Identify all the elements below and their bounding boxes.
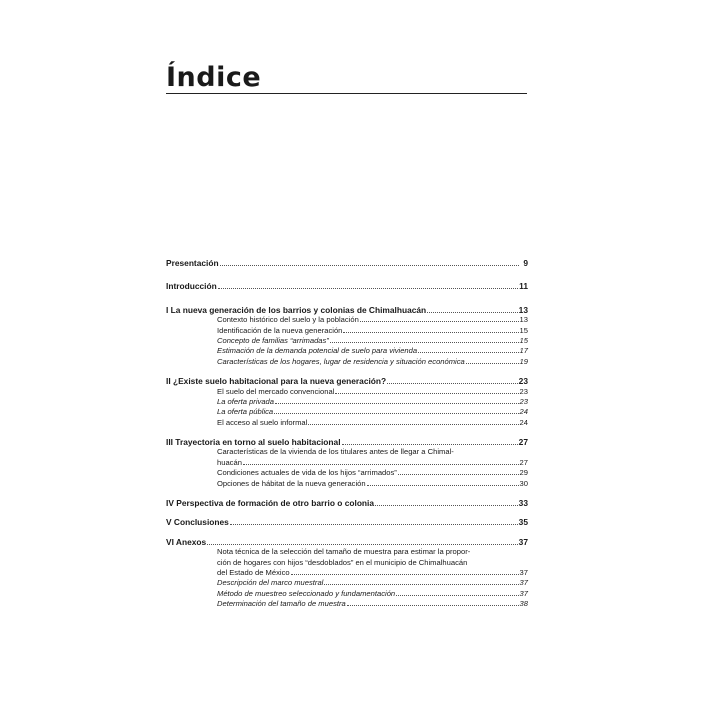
toc-subentry bbox=[166, 346, 528, 356]
toc-page-number: 29 bbox=[519, 468, 528, 478]
toc-entry-text: Estimación de la demanda potencial de suelo para vivienda bbox=[217, 346, 418, 356]
toc-page-number: 35 bbox=[518, 517, 528, 528]
toc-entry-text: huacán bbox=[217, 457, 242, 467]
toc-page-number: 17 bbox=[519, 346, 528, 356]
dot-leader bbox=[398, 468, 519, 475]
toc-subentry bbox=[166, 599, 528, 609]
toc-subentry bbox=[166, 568, 528, 578]
toc-subentry bbox=[166, 397, 528, 407]
toc-entry-text: II ¿Existe suelo habitacional para la nueva generación? bbox=[166, 376, 387, 387]
toc-entry-chapter-4 bbox=[166, 498, 528, 508]
toc-entry-chapter-2 bbox=[166, 376, 528, 386]
toc-subentry bbox=[166, 479, 528, 489]
dot-leader bbox=[308, 418, 518, 425]
toc-page-number: 13 bbox=[518, 304, 528, 315]
title-underline bbox=[166, 93, 527, 94]
toc-page-number: 27 bbox=[519, 457, 528, 467]
toc-entry-text: Identificación de la nueva generación bbox=[217, 325, 343, 335]
toc-subentry bbox=[166, 468, 528, 478]
toc-subentry bbox=[166, 387, 528, 397]
dot-leader bbox=[418, 346, 518, 353]
toc-entry-introduccion bbox=[166, 281, 528, 291]
toc-entry-text: IV Perspectiva de formación de otro barrio o colonia bbox=[166, 498, 375, 509]
dot-leader bbox=[324, 578, 518, 585]
dot-leader bbox=[291, 568, 519, 575]
toc-subentry-line bbox=[166, 558, 528, 568]
toc-entry-presentacion bbox=[166, 258, 528, 268]
toc-entry-text: Presentación bbox=[166, 258, 219, 268]
toc-entry-chapter-3 bbox=[166, 437, 528, 447]
toc-entry-text: VI Anexos bbox=[166, 536, 207, 547]
toc-entry-text: Características de los hogares, lugar de residencia y situación económica bbox=[217, 356, 465, 366]
dot-leader bbox=[275, 397, 519, 404]
dot-leader bbox=[220, 259, 519, 266]
toc-entry-text: La oferta privada bbox=[217, 396, 274, 406]
toc-entry-text: Características de la vivienda de los titulares antes de llegar a Chimal- bbox=[217, 447, 454, 457]
toc-subentry bbox=[166, 315, 528, 325]
toc-entry-chapter-5 bbox=[166, 517, 528, 527]
toc-entry-text: III Trayectoria en torno al suelo habitacional bbox=[166, 437, 341, 448]
dot-leader bbox=[335, 387, 518, 394]
toc-entry-text: El acceso al suelo informal bbox=[217, 417, 308, 427]
toc-page-number: 11 bbox=[519, 281, 528, 292]
toc-page-number: 19 bbox=[519, 356, 528, 366]
toc-entry-chapter-6 bbox=[166, 537, 528, 547]
dot-leader bbox=[375, 499, 518, 506]
toc-entry-text: Determinación del tamaño de muestra bbox=[217, 599, 346, 609]
toc-entry-text: Opciones de hábitat de la nueva generación bbox=[217, 478, 366, 488]
toc-page-number: 37 bbox=[519, 567, 528, 577]
toc-subentry bbox=[166, 418, 528, 428]
toc-subentry bbox=[166, 407, 528, 417]
toc-page-number: 30 bbox=[519, 478, 528, 488]
dot-leader bbox=[347, 599, 519, 606]
dot-leader bbox=[218, 282, 518, 289]
toc-entry-text: Introducción bbox=[166, 281, 217, 292]
toc-page-number: 24 bbox=[519, 407, 528, 417]
toc-subentry-line bbox=[166, 547, 528, 557]
toc-page-number: 23 bbox=[518, 376, 528, 387]
toc-page-number: 23 bbox=[519, 386, 528, 396]
toc-page-number: 37 bbox=[518, 536, 528, 547]
dot-leader bbox=[343, 326, 518, 333]
toc-page-number: 37 bbox=[519, 588, 528, 598]
dot-leader bbox=[342, 438, 518, 445]
dot-leader bbox=[466, 357, 519, 364]
toc-page-number: 15 bbox=[519, 335, 528, 345]
toc-entry-text: Condiciones actuales de vida de los hijos “arrimados” bbox=[217, 468, 397, 478]
toc-page-number: 23 bbox=[519, 396, 528, 406]
page-title: Índice bbox=[166, 62, 262, 93]
toc-page-number: 9 bbox=[523, 258, 528, 268]
toc-subentry bbox=[166, 458, 528, 468]
dot-leader bbox=[274, 407, 518, 414]
toc-subentry bbox=[166, 326, 528, 336]
dot-leader bbox=[230, 518, 518, 525]
toc-page-number: 38 bbox=[519, 599, 528, 609]
dot-leader bbox=[387, 377, 518, 384]
dot-leader bbox=[360, 315, 519, 322]
toc-subentry bbox=[166, 578, 528, 588]
dot-leader bbox=[367, 479, 519, 486]
toc-subentry bbox=[166, 336, 528, 346]
toc-entry-text: V Conclusiones bbox=[166, 517, 229, 528]
toc-page-number: 33 bbox=[518, 498, 528, 509]
dot-leader bbox=[330, 336, 519, 343]
toc-entry-text: El suelo del mercado convencional bbox=[217, 386, 335, 396]
toc-page-number: 15 bbox=[519, 325, 528, 335]
toc-entry-text: Contexto histórico del suelo y la población bbox=[217, 315, 359, 325]
toc-entry-text: I La nueva generación de los barrios y colonias de Chimalhuacán bbox=[166, 304, 427, 315]
toc-page-number: 27 bbox=[518, 437, 528, 448]
toc-subentry bbox=[166, 357, 528, 367]
toc-entry-text: del Estado de México bbox=[217, 567, 290, 577]
dot-leader bbox=[396, 589, 518, 596]
toc-entry-chapter-1 bbox=[166, 305, 528, 315]
toc-subentry bbox=[166, 589, 528, 599]
toc-entry-text: Nota técnica de la selección del tamaño de muestra para estimar la propor- bbox=[217, 547, 471, 557]
toc-entry-text: Descripción del marco muestral bbox=[217, 578, 324, 588]
toc-entry-text: Concepto de familias “arrimadas” bbox=[217, 335, 329, 345]
table-of-contents bbox=[166, 258, 528, 610]
toc-entry-text: Método de muestreo seleccionado y fundamentación bbox=[217, 588, 396, 598]
toc-subentry-line bbox=[166, 447, 528, 457]
toc-page-number: 37 bbox=[519, 578, 528, 588]
dot-leader bbox=[427, 306, 518, 313]
toc-entry-text: ción de hogares con hijos “desdoblados” en el municipio de Chimalhuacán bbox=[217, 557, 468, 567]
dot-leader bbox=[243, 458, 519, 465]
toc-page-number: 24 bbox=[519, 417, 528, 427]
toc-entry-text: La oferta pública bbox=[217, 407, 274, 417]
toc-page-number: 13 bbox=[519, 315, 528, 325]
dot-leader bbox=[207, 538, 517, 545]
